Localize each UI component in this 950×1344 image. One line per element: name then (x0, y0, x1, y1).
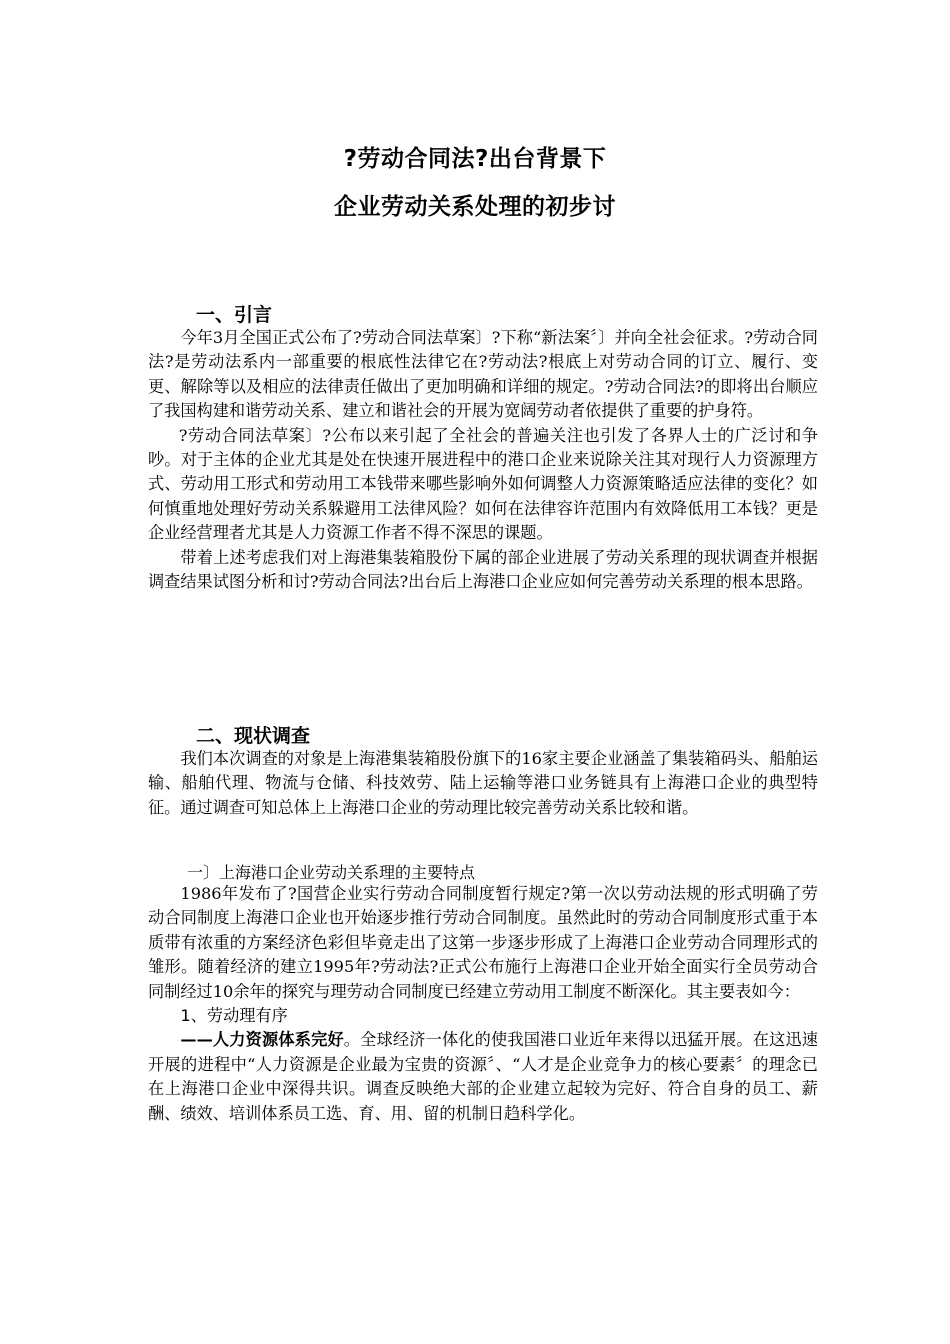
section1-paragraph-1: 今年3月全国正式公布了?劳动合同法草案〕?下称“新法案〞〕并向全社会征求。?劳动合同法?是劳动法系内一部重要的根底性法律它在?劳动法?根底上对劳动合同的订立、履行、变更、解除等以及相应的法律责任做出了更加明确和详细的规定。?劳动合同法?的即将出台顺应了我国构建和谐劳动关系、建立和谐社会的开展为宽阔劳动者依提供了重要的护身符。 (148, 328, 818, 421)
section2-paragraph-3-text: 。全球经济一体化的使我国港口业近年来得以迅猛开展。在这迅速开展的进程中“人力资源是企业最为宝贵的资源〞、“人才是企业竞争力的核心要素〞的理念已在上海港口企业中深得共识。调查反映绝大部的企业建立起较为完好、符合自身的员工、薪酬、绩效、培训体系员工选、育、用、留的机制日趋科学化。 (148, 1030, 818, 1123)
section1-body (148, 326, 818, 594)
section2-paragraph-3 (148, 1028, 818, 1126)
section1-paragraph-3: 带着上述考虑我们对上海港集装箱股份下属的部企业进展了劳动关系理的现状调查并根据调查结果试图分析和讨?劳动合同法?出台后上海港口企业应如何完善劳动关系理的根本思路。 (148, 547, 818, 592)
section2-heading: 二、现状调查 (196, 725, 311, 747)
section2-paragraph-1: 我们本次调查的对象是上海港集装箱股份旗下的16家主要企业涵盖了集装箱码头、船舶运输、船舶代理、物流与仓储、科技效劳、陆上运输等港口业务链具有上海港口企业的典型特征。通过调查可知总体上上海港口企业的劳动理比较完善劳动关系比较和谐。 (148, 749, 818, 817)
document-title-line2: 企业劳动关系处理的初步讨 (334, 194, 616, 220)
section2-intro (148, 747, 818, 820)
document-title-line1: ?劳动合同法?出台背景下 (343, 146, 607, 172)
section2-subheading: 一〕上海港口企业劳动关系理的主要特点 (187, 863, 476, 882)
section2-paragraph-2: 1986年发布了?国营企业实行劳动合同制度暂行规定?第一次以劳动法规的形式明确了劳动合同制度上海港口企业也开始逐步推行劳动合同制度。虽然此时的劳动合同制度形式重于本质带有浓重的方案经济色彩但毕竟走出了这第一步逐步形成了上海港口企业劳动合同理形式的雏形。随着经济的建立1995年?劳动法?正式公布施行上海港口企业开始全面实行全员劳动合同制经过10余年的探究与理劳动合同制度已经建立劳动用工制度不断深化。其主要表如今： (148, 884, 818, 1001)
section1-paragraph-2: ?劳动合同法草案〕?公布以来引起了全社会的普遍关注也引发了各界人士的广泛讨和争吵。对于主体的企业尤其是处在快速开展进程中的港口企业来说除关注其对现行人力资源理方式、劳动用工形式和劳动用工本钱带来哪些影响外如何调整人力资源策略适应法律的变化？如何慎重地处理好劳动关系躲避用工法律风险？如何在法律容许范围内有效降低用工本钱？更是企业经营理者尤其是人力资源工作者不得不深思的课题。 (148, 425, 818, 543)
section2-body (148, 882, 818, 1126)
section2-item-label: 、劳动理有序 (190, 1006, 288, 1026)
section2-lead-bold: ——人力资源体系完好 (180, 1030, 344, 1050)
section2-item-1 (148, 1004, 818, 1028)
section2-item-number: 1 (180, 1006, 191, 1026)
section1-heading: 一、引言 (196, 304, 273, 326)
